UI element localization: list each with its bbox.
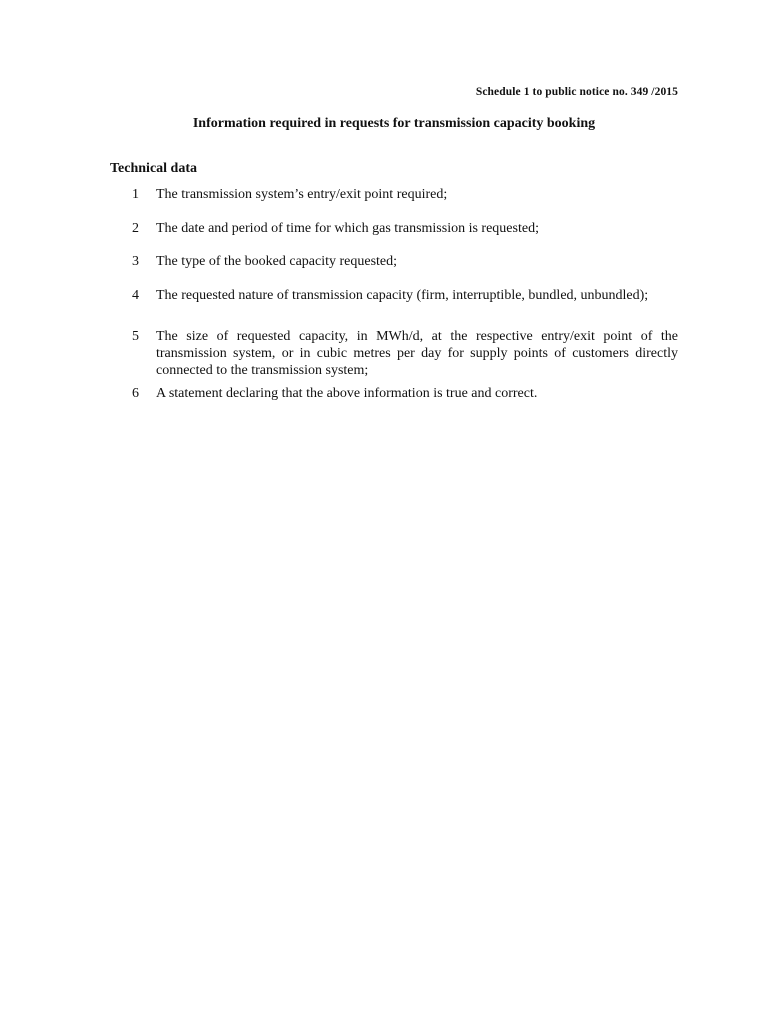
list-item-text: The size of requested capacity, in MWh/d, at the respective entry/exit point of the transmission system, or in cubic metres per day for supply points of customers directly connected to the transmission system; [156,329,678,378]
list-item-number: 2 [132,221,139,236]
list-item-number: 6 [132,386,139,401]
list-item-text: The type of the booked capacity requested; [156,254,398,269]
list-item-text: The date and period of time for which gas transmission is requested; [156,221,539,236]
list-item-number: 3 [132,254,139,269]
list-item-number: 1 [132,187,139,202]
list-item-number: 5 [132,329,139,344]
list-item-number: 4 [132,288,139,303]
list-item-text: The requested nature of transmission capacity (firm, interruptible, bundled, unbundled); [156,288,649,303]
schedule-reference: Schedule 1 to public notice no. 349 /2015 [475,86,678,98]
section-heading: Technical data [110,161,197,176]
document-title: Information required in requests for transmission capacity booking [192,116,596,131]
list-item-text: A statement declaring that the above information is true and correct. [156,386,538,401]
list-item-text: The transmission system’s entry/exit point required; [156,187,448,202]
